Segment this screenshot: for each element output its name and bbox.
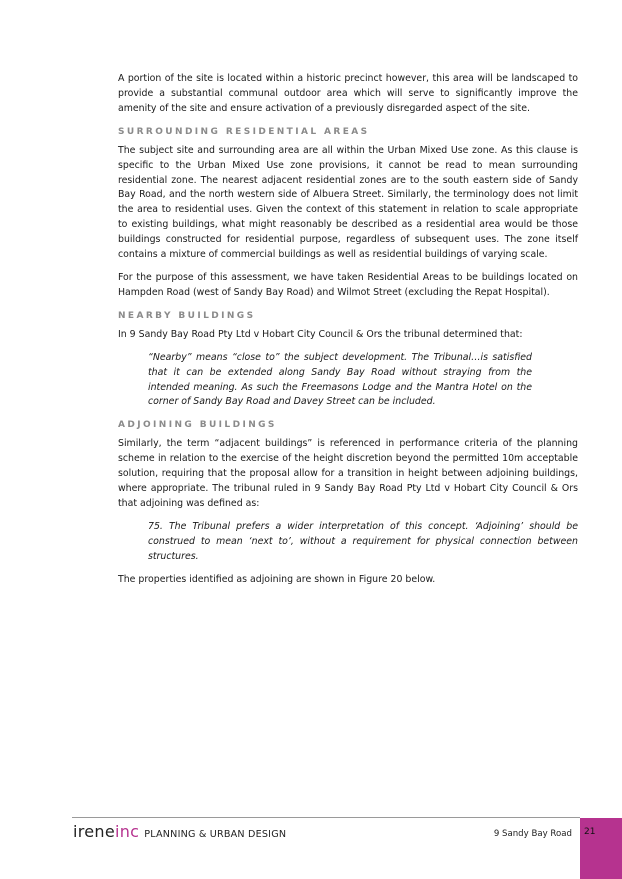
- quote-adjoining-definition: 75. The Tribunal prefers a wider interpretation of this concept. ‘Adjoining’ should be construed to mean ‘next to’, without a requirement for physical connection between structures.: [148, 520, 578, 562]
- brand-name-irene: irene: [73, 822, 115, 841]
- page-number: 21: [584, 827, 596, 837]
- brand-tagline: PLANNING & URBAN DESIGN: [144, 829, 287, 840]
- footer-document-title: 9 Sandy Bay Road: [493, 829, 572, 839]
- quote-nearby-definition: “Nearby” means “close to” the subject development. The Tribunal…is satisfied that it can be extended along Sandy Bay Road without straying from the intended meaning. As such the Freemasons Lodge and the Mantra Hotel on the corner of Sandy Bay Road and Davey Street can be included.: [148, 351, 532, 408]
- heading-nearby-buildings: NEARBY BUILDINGS: [118, 310, 256, 321]
- paragraph-adjacent-buildings: Similarly, the term “adjacent buildings” is referenced in performance criteria of the planning scheme in relation to the exercise of the height discretion beyond the permitted 10m acceptable solution, requiring that the proposal allow for a transition in height between adjoining buildings, where appropriate. The tribunal ruled in 9 Sandy Bay Road Pty Ltd v Hobart City Council & Ors that adjoining was defined as:: [118, 438, 578, 509]
- footer-divider: [72, 817, 580, 818]
- paragraph-tribunal-determination: In 9 Sandy Bay Road Pty Ltd v Hobart City Council & Ors the tribunal determined that:: [118, 328, 523, 340]
- document-body: [118, 72, 578, 595]
- heading-surrounding-residential-areas: SURROUNDING RESIDENTIAL AREAS: [118, 126, 370, 137]
- heading-adjoining-buildings: ADJOINING BUILDINGS: [118, 420, 277, 431]
- paragraph-historic-precinct: A portion of the site is located within a historic precinct however, this area will be landscaped to provide a substantial communal outdoor area which will serve to significantly improve the amenity of the site and ensure activation of a previously disregarded aspect of the site.: [118, 73, 578, 114]
- brand-name-inc: inc: [115, 822, 140, 841]
- paragraph-assessment-purpose: For the purpose of this assessment, we have taken Residential Areas to be buildings located on Hampden Road (west of Sandy Bay Road) and Wilmot Street (excluding the Repat Hospital).: [118, 271, 578, 298]
- paragraph-urban-mixed-use: The subject site and surrounding area are all within the Urban Mixed Use zone. As this clause is specific to the Urban Mixed Use zone provisions, it cannot be read to mean surrounding residential zone. The nearest adjacent residential zones are to the south eastern side of Sandy Bay Road, and the north western side of Albuera Street. Similarly, the terminology does not limit the area to residential uses. Given the context of this statement in relation to scale appropriate to existing buildings, what might reasonably be described as a residential area would be those buildings constructed for residential purpose, regardless of subsequent uses. The zone itself contains a mixture of commercial buildings as well as residential buildings of varying scale.: [118, 144, 578, 261]
- paragraph-figure-reference: The properties identified as adjoining are shown in Figure 20 below.: [118, 573, 436, 585]
- brand-logo: [73, 822, 286, 841]
- page-number-tab: [580, 818, 622, 879]
